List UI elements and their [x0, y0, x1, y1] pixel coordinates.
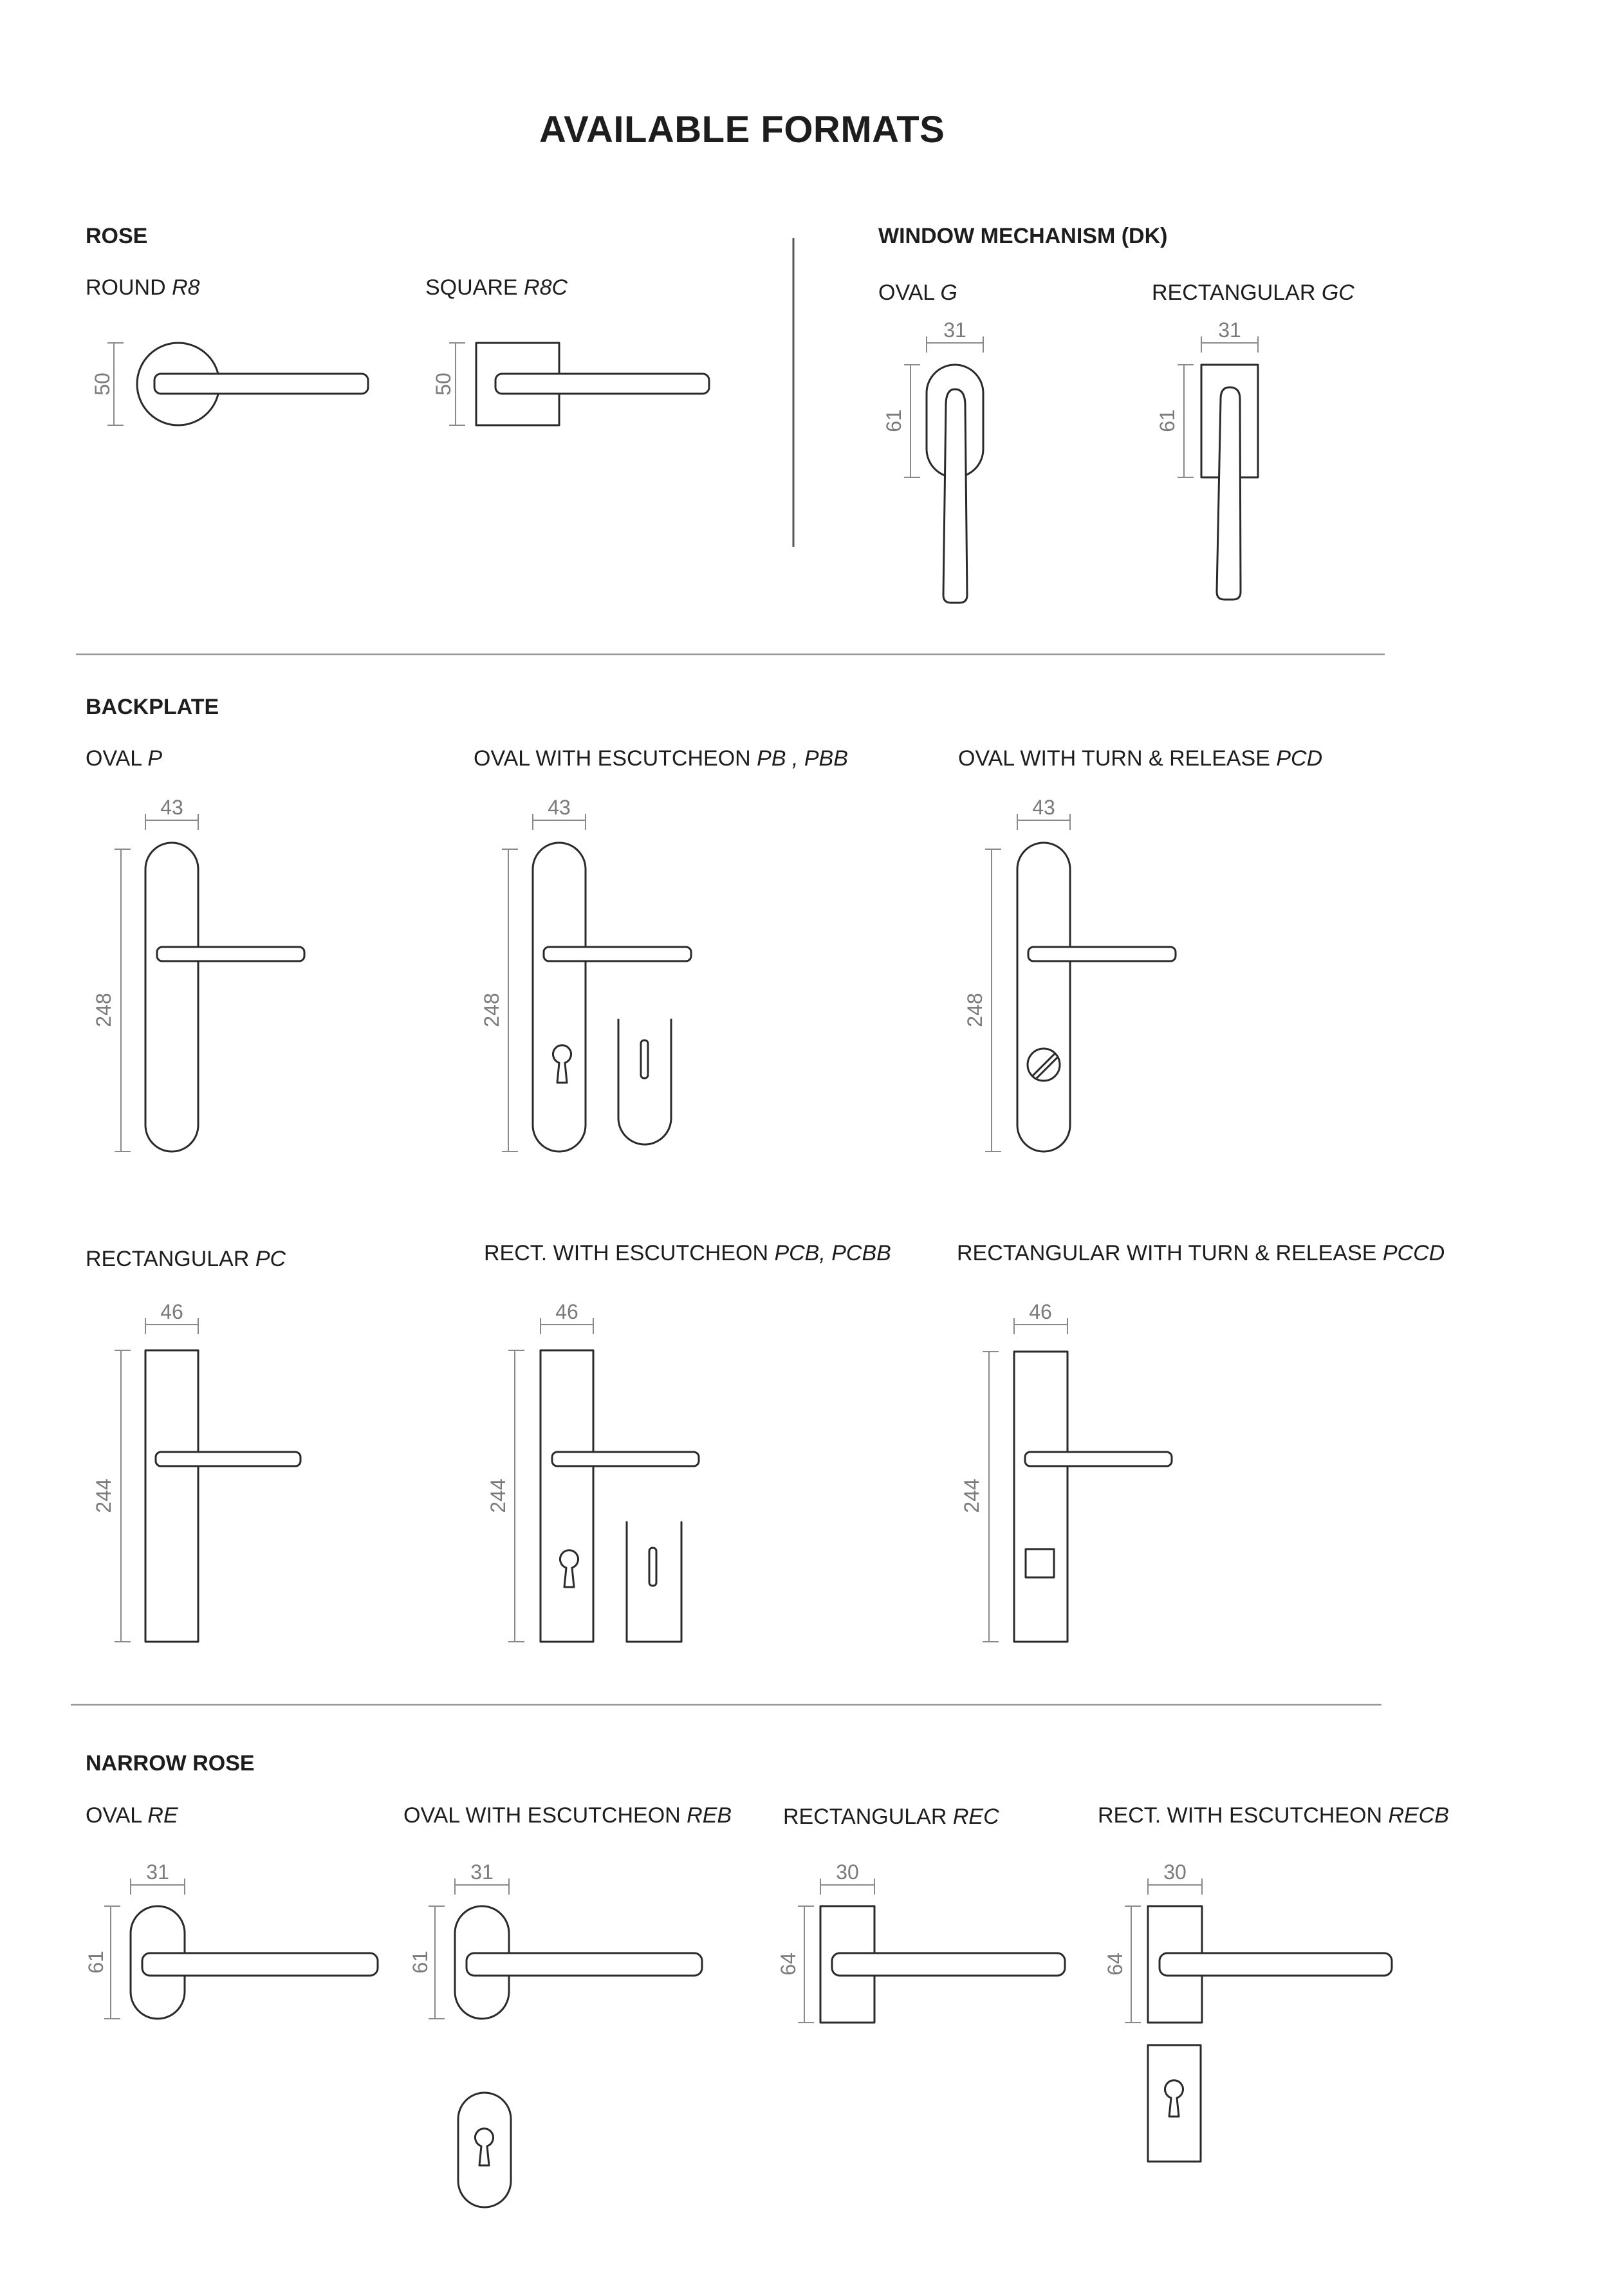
escutcheon-plate [458, 2093, 511, 2207]
width-value: 46 [555, 1300, 578, 1323]
width-value: 43 [1032, 796, 1055, 819]
width-value: 46 [160, 1300, 183, 1323]
escutcheon-plate [1148, 2045, 1201, 2162]
height-value: 64 [777, 1952, 800, 1976]
backplate-oval-pcd-drawing [963, 796, 1176, 1152]
oval-backplate [1017, 843, 1070, 1152]
section-heading-backplate: BACKPLATE [86, 695, 219, 719]
key-slot-icon [641, 1040, 648, 1078]
rose-round-drawing [91, 343, 368, 425]
window-oval-drawing [882, 318, 983, 603]
lever [157, 947, 304, 961]
label-rose-round: ROUND R8 [86, 275, 200, 300]
keyhole-icon [560, 1550, 578, 1587]
lever [142, 1953, 378, 1976]
backplate-rect-pcb-drawing [486, 1300, 699, 1642]
lever [544, 947, 691, 961]
lever [832, 1953, 1065, 1976]
turn-release-icon [1026, 1549, 1054, 1577]
width-value: 30 [836, 1860, 859, 1884]
width-value: 31 [470, 1860, 494, 1884]
label-backplate-pc: RECTANGULAR PC [86, 1247, 286, 1271]
label-narrow-reb: OVAL WITH ESCUTCHEON REB [403, 1803, 732, 1828]
label-backplate-p: OVAL P [86, 746, 163, 771]
width-value: 43 [160, 796, 183, 819]
keyhole-icon [1165, 2080, 1183, 2117]
page-title: AVAILABLE FORMATS [539, 109, 945, 151]
width-value: 43 [548, 796, 571, 819]
lever [1025, 1452, 1172, 1466]
label-backplate-pcd: OVAL WITH TURN & RELEASE PCD [958, 746, 1323, 771]
height-value: 61 [882, 409, 905, 432]
section-heading-window: WINDOW MECHANISM (DK) [878, 224, 1168, 248]
label-narrow-rec: RECTANGULAR REC [783, 1805, 999, 1829]
rose-square-drawing [432, 343, 709, 425]
width-value: 30 [1163, 1860, 1187, 1884]
height-value: 244 [960, 1478, 983, 1513]
window-lever [1217, 387, 1241, 600]
label-backplate-pccd: RECTANGULAR WITH TURN & RELEASE PCCD [957, 1241, 1445, 1265]
height-value: 50 [432, 372, 455, 396]
oval-backplate [145, 843, 198, 1152]
lever [1160, 1953, 1392, 1976]
backplate-rect-pccd-drawing [960, 1300, 1172, 1642]
backplate-rect-pc-drawing [92, 1300, 300, 1642]
height-value: 248 [963, 993, 986, 1027]
lever [1028, 947, 1176, 961]
lever [495, 374, 709, 394]
height-value: 61 [409, 1951, 432, 1974]
width-value: 46 [1029, 1300, 1052, 1323]
height-value: 61 [1156, 409, 1179, 432]
backplate-oval-pb-drawing [480, 796, 691, 1152]
escutcheon-plate [618, 1020, 671, 1144]
lever [154, 374, 368, 394]
height-value: 50 [91, 372, 114, 396]
label-backplate-pb: OVAL WITH ESCUTCHEON PB , PBB [474, 746, 848, 771]
lever [552, 1452, 699, 1466]
lever [156, 1452, 300, 1466]
width-value: 31 [1218, 318, 1241, 342]
key-slot-icon [649, 1548, 656, 1586]
escutcheon-plate [627, 1522, 681, 1642]
backplate-oval-p-drawing [92, 796, 304, 1152]
narrow-oval-reb-drawing [409, 1860, 702, 2207]
rect-backplate [145, 1350, 198, 1642]
narrow-oval-re-drawing [84, 1860, 378, 2019]
height-value: 244 [92, 1478, 115, 1513]
height-value: 64 [1104, 1952, 1127, 1976]
lever [467, 1953, 702, 1976]
label-window-rect: RECTANGULAR GC [1152, 280, 1354, 305]
narrow-rect-recb-drawing [1104, 1860, 1392, 2162]
height-value: 61 [84, 1951, 107, 1974]
keyhole-icon [476, 2129, 494, 2165]
width-value: 31 [146, 1860, 169, 1884]
label-window-oval: OVAL G [878, 280, 957, 305]
height-value: 248 [480, 993, 503, 1027]
rect-backplate [1014, 1352, 1067, 1642]
section-heading-rose: ROSE [86, 224, 148, 248]
keyhole-icon [553, 1045, 571, 1083]
rect-backplate [541, 1350, 593, 1642]
section-heading-narrow: NARROW ROSE [86, 1751, 255, 1776]
label-rose-square: SQUARE R8C [425, 275, 568, 300]
height-value: 248 [92, 993, 115, 1027]
window-rect-drawing [1156, 318, 1258, 600]
label-narrow-recb: RECT. WITH ESCUTCHEON RECB [1098, 1803, 1449, 1828]
width-value: 31 [943, 318, 966, 342]
narrow-rect-rec-drawing [777, 1860, 1065, 2023]
window-lever [943, 389, 967, 603]
label-narrow-re: OVAL RE [86, 1803, 178, 1828]
oval-backplate [533, 843, 586, 1152]
height-value: 244 [486, 1478, 510, 1513]
label-backplate-pcb: RECT. WITH ESCUTCHEON PCB, PCBB [484, 1241, 891, 1265]
